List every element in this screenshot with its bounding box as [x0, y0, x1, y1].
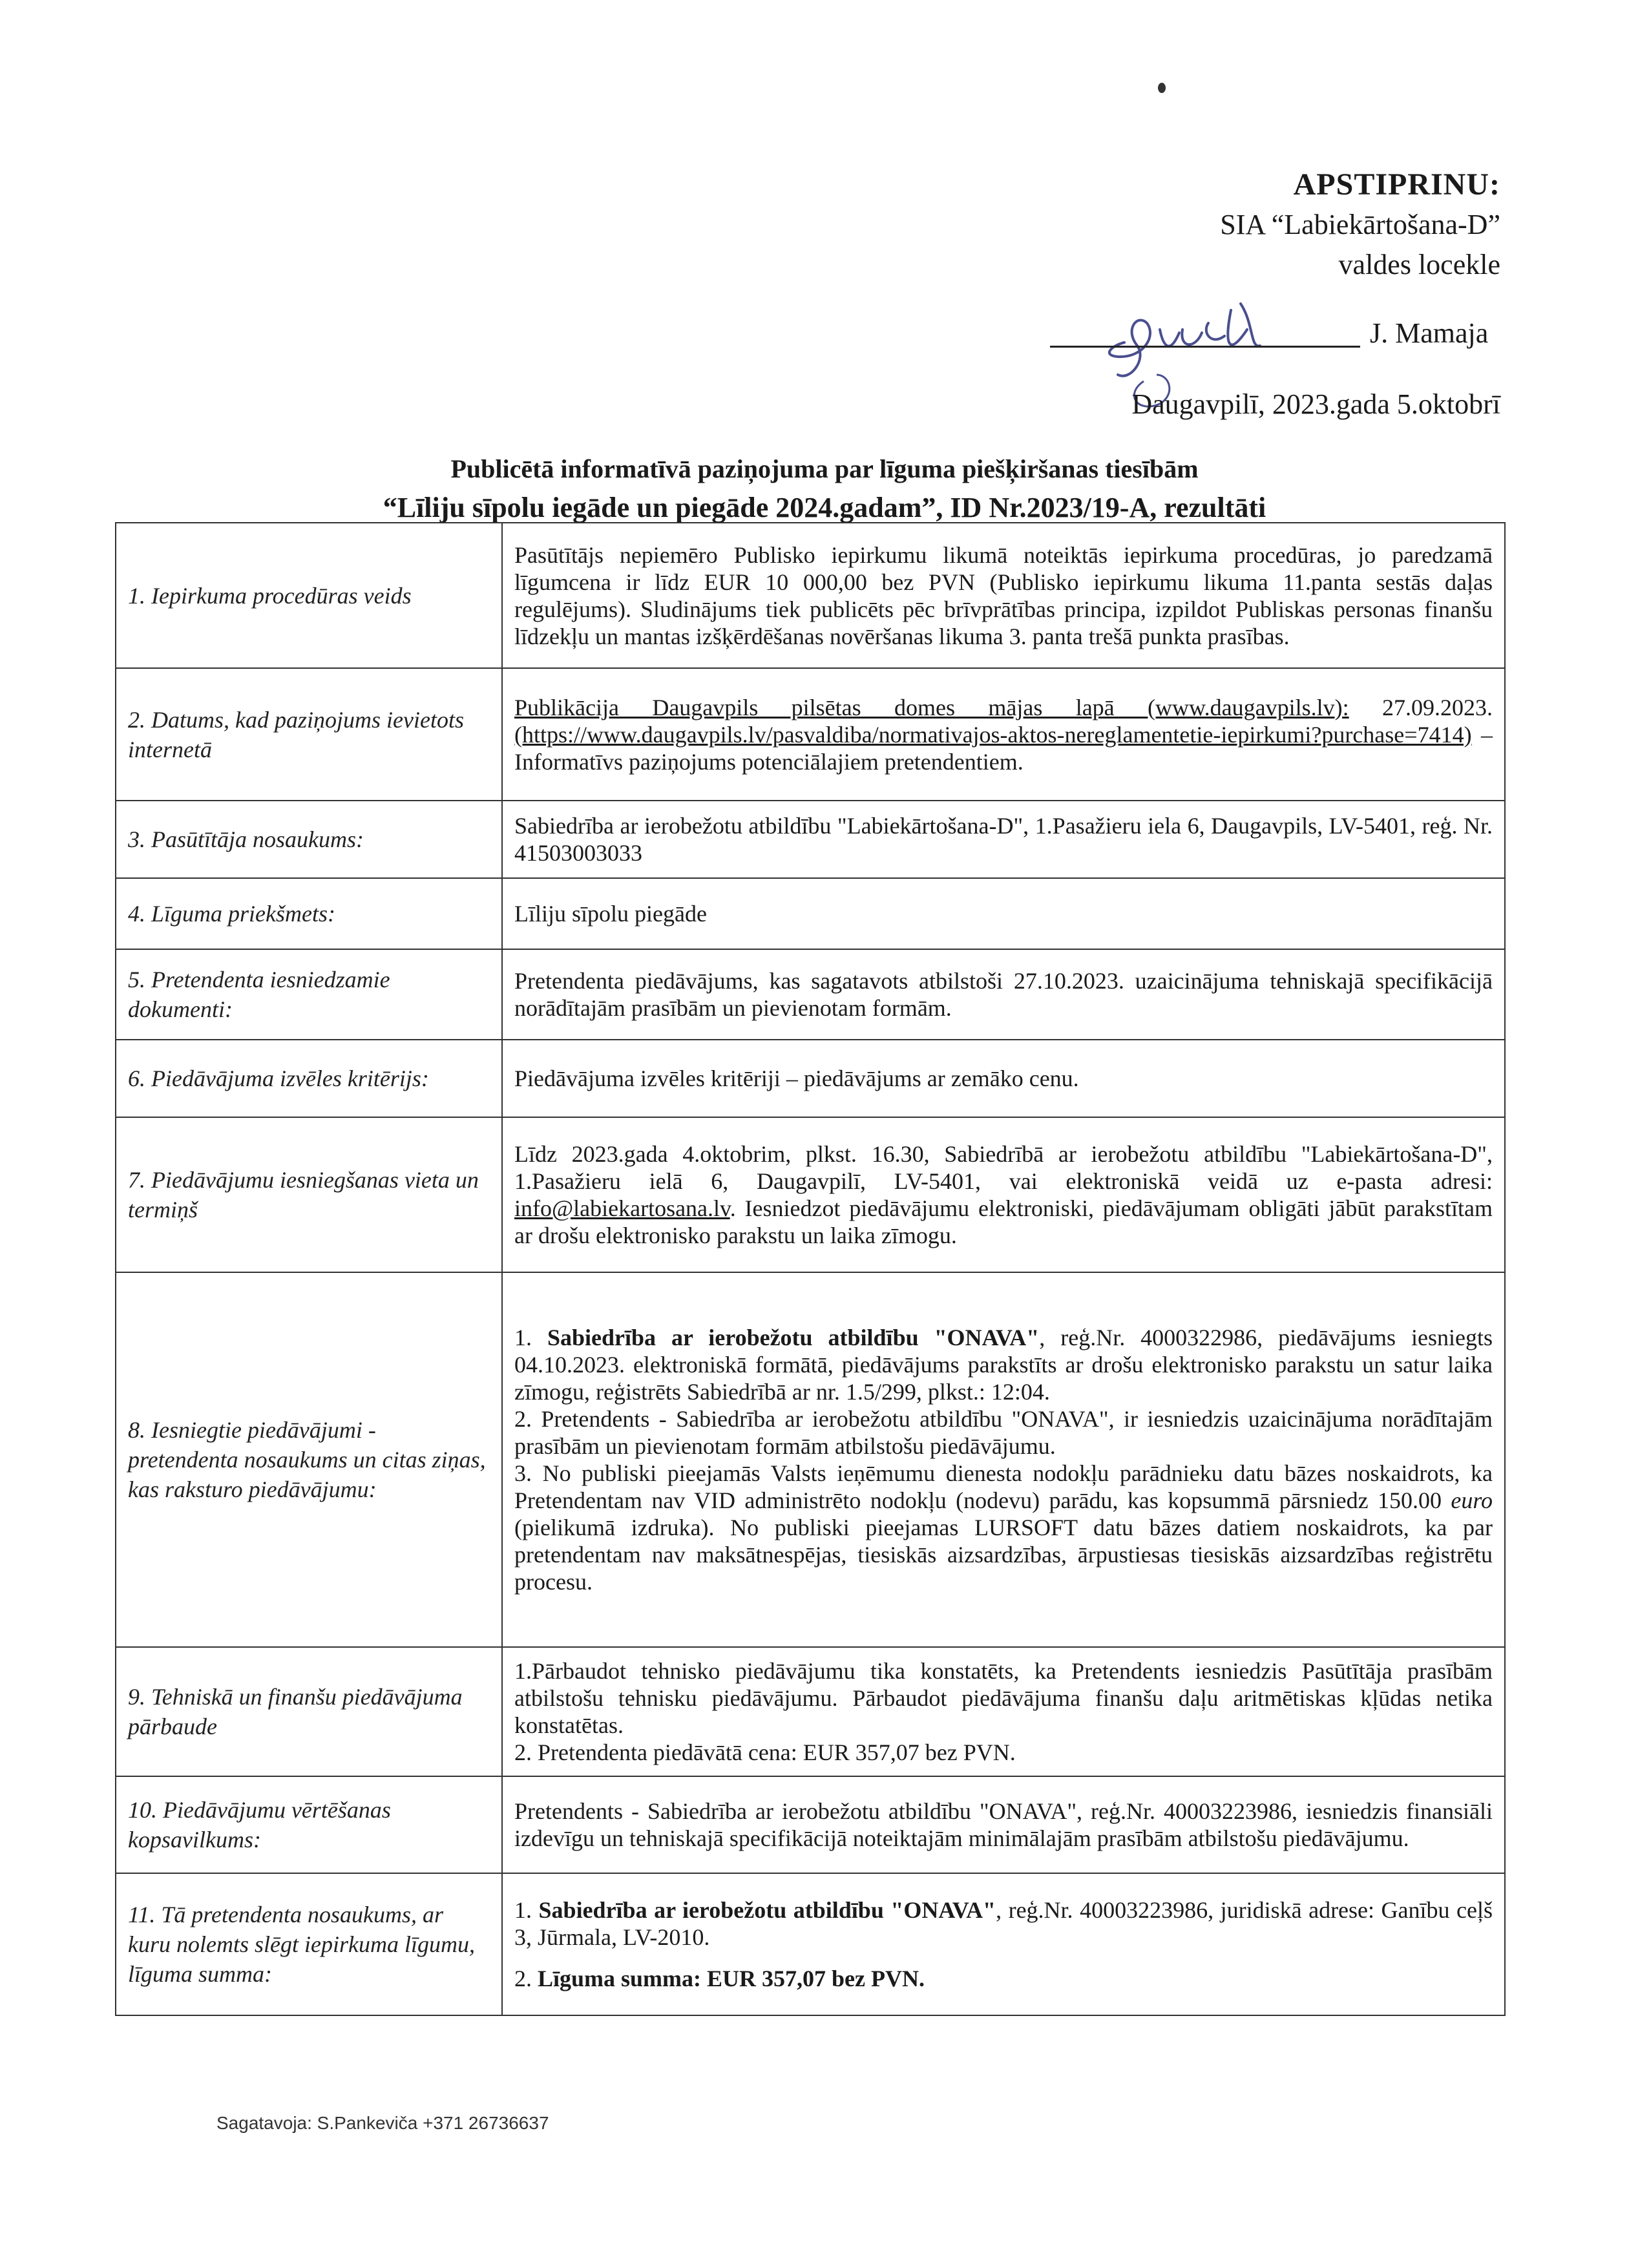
- table-row: [116, 1117, 1505, 1272]
- table-row: [116, 949, 1505, 1040]
- tax-check-text: 3. No publiski pieejamās Valsts ieņēmumu dienesta nodokļu parādnieku datu bāzes noskaidrots, ka Pretendentam nav VID administrēto nodokļu (nodevu) parādu, kas kopsummā pārsniedz 150.00: [514, 1460, 1493, 1513]
- offer-details: , reģ.Nr. 4000322986, piedāvājums iesniegts 04.10.2023. elektroniskā formātā, piedāvājums parakstīts ar drošu elektronisko parakstu un satur laika zīmogu, reģistrēts Sabiedrībā ar nr. 1.5/299, plkst.: 12:04.: [514, 1325, 1493, 1405]
- row-label: 7. Piedāvājumu iesniegšanas vieta un termiņš: [116, 1117, 502, 1272]
- row-value: [502, 1873, 1505, 2015]
- email-link[interactable]: info@labiekartosana.lv: [514, 1195, 730, 1221]
- table-row: [116, 1776, 1505, 1873]
- row-label: 1. Iepirkuma procedūras veids: [116, 523, 502, 668]
- approval-company: SIA “Labiekārtošana-D”: [1220, 209, 1500, 240]
- submission-text-tail: . Iesniedzot piedāvājumu elektroniski, piedāvājumam obligāti jābūt parakstītam ar drošu elektronisko parakstu un laika zīmogu.: [514, 1195, 1493, 1248]
- place-date: Daugavpilī, 2023.gada 5.oktobrī: [1131, 388, 1500, 420]
- approval-heading: APSTIPRINU:: [1293, 167, 1500, 202]
- table-row: [116, 878, 1505, 949]
- row-label: 6. Piedāvājuma izvēles kritērijs:: [116, 1040, 502, 1117]
- publication-note: Publikācija Daugavpils pilsētas domes mājas lapā (www.daugavpils.lv):: [514, 694, 1349, 720]
- table-row: [116, 1647, 1505, 1776]
- document-title-line1: Publicētā informatīvā paziņojuma par līguma piešķiršanas tiesībām: [450, 454, 1199, 483]
- offer-paragraph-1: [514, 1324, 1493, 1405]
- row-value: Piedāvājuma izvēles kritēriji – piedāvājums ar zemāko cenu.: [502, 1040, 1505, 1117]
- row-value: [502, 1647, 1505, 1776]
- row-label: 11. Tā pretendenta nosaukums, ar kuru nolemts slēgt iepirkuma līgumu, līguma summa:: [116, 1873, 502, 2015]
- table-row: [116, 1040, 1505, 1117]
- row-label: 5. Pretendenta iesniedzamie dokumenti:: [116, 949, 502, 1040]
- signature-line: [1050, 346, 1360, 348]
- row-label: 3. Pasūtītāja nosaukums:: [116, 801, 502, 878]
- contract-sum: Līguma summa: EUR 357,07 bez PVN.: [538, 1966, 925, 1991]
- publication-date: 27.09.2023.: [1382, 694, 1493, 720]
- offer-paragraph-2: 2. Pretendents - Sabiedrība ar ierobežotu atbildību "ONAVA", ir iesniedzis uzaicinājuma norādītajām prasībām un pievienotam formām atbilstošu piedāvājumu.: [514, 1406, 1493, 1459]
- check-paragraph-2: 2. Pretendenta piedāvātā cena: EUR 357,07 bez PVN.: [514, 1739, 1016, 1765]
- table-row: [116, 801, 1505, 878]
- row-value: Pretendents - Sabiedrība ar ierobežotu atbildību "ONAVA", reģ.Nr. 40003223986, iesniedzis finansiāli izdevīgu un tehniskajā specifikācijā noteiktajām minimālajām prasībām atbilstošu piedāvājumu.: [502, 1776, 1505, 1873]
- currency-word: euro: [1451, 1487, 1493, 1513]
- row-value: [502, 1272, 1505, 1647]
- submission-text: Līdz 2023.gada 4.oktobrim, plkst. 16.30, Sabiedrībā ar ierobežotu atbildību "Labiekārtošana-D", 1.Pasažieru ielā 6, Daugavpilī, LV-5401, vai elektroniskā veidā uz e-pasta adresi:: [514, 1141, 1493, 1194]
- row-value: Pasūtītājs nepiemēro Publisko iepirkumu likumā noteiktās iepirkuma procedūras, jo paredzamā līgumcena ir līdz EUR 10 000,00 bez PVN (Publisko iepirkumu likuma 11.panta sestās daļas regulējums). Sludinājums tiek publicēts pēc brīvprātības principa, izpildot Publiskas personas finanšu līdzekļu un mantas izšķērdēšanas novēršanas likuma 3. panta trešā punkta prasības.: [502, 523, 1505, 668]
- approval-block: [1220, 165, 1500, 285]
- row-label: 4. Līguma priekšmets:: [116, 878, 502, 949]
- row-value: Līliju sīpolu piegāde: [502, 878, 1505, 949]
- publication-note-tail: – Informatīvs paziņojums potenciālajiem pretendentiem.: [514, 721, 1493, 775]
- row-value: [502, 668, 1505, 801]
- row-label: 8. Iesniegtie piedāvājumi - pretendenta nosaukums un citas ziņas, kas raksturo piedāvājumu:: [116, 1272, 502, 1647]
- prepared-by: Sagatavoja: S.Pankeviča +371 26736637: [216, 2113, 549, 2133]
- document-title-line2: “Līliju sīpolu iegāde un piegāde 2024.gadam”, ID Nr.2023/19-A, rezultāti: [383, 492, 1266, 523]
- table-row: [116, 668, 1505, 801]
- winner-paragraph-1: [514, 1896, 1493, 1951]
- results-table: [115, 522, 1506, 2016]
- table-row: [116, 1873, 1505, 2015]
- bidder-name: Sabiedrība ar ierobežotu atbildību "ONAVA": [547, 1325, 1040, 1350]
- row-label: 2. Datums, kad paziņojums ievietots internetā: [116, 668, 502, 801]
- paragraph-number: 2.: [514, 1966, 532, 1991]
- winner-paragraph-2: [514, 1965, 1493, 1992]
- row-value: Pretendenta piedāvājums, kas sagatavots atbilstoši 27.10.2023. uzaicinājuma tehniskajā specifikācijā norādītajām prasībām un pievienotam formām.: [502, 949, 1505, 1040]
- row-label: 9. Tehniskā un finanšu piedāvājuma pārbaude: [116, 1647, 502, 1776]
- paragraph-number: 1.: [514, 1325, 532, 1350]
- winner-name: Sabiedrība ar ierobežotu atbildību "ONAVA": [538, 1897, 996, 1923]
- row-value: Sabiedrība ar ierobežotu atbildību "Labiekārtošana-D", 1.Pasažieru iela 6, Daugavpils, LV-5401, reģ. Nr. 41503003033: [502, 801, 1505, 878]
- winner-details: , reģ.Nr. 40003223986, juridiskā adrese: Ganību ceļš 3, Jūrmala, LV-2010.: [514, 1897, 1493, 1950]
- table-row: [116, 523, 1505, 668]
- row-label: 10. Piedāvājumu vērtēšanas kopsavilkums:: [116, 1776, 502, 1873]
- publication-link[interactable]: (https://www.daugavpils.lv/pasvaldiba/normativajos-aktos-nereglamentetie-iepirkumi?purchase=7414): [514, 721, 1472, 748]
- tax-check-text-tail: (pielikumā izdruka). No publiski pieejamas LURSOFT datu bāzes datiem noskaidrots, ka par pretendentam nav maksātnespējas, tiesiskās aizsardzības, ārpustiesas tiesiskās aizsardzības reģistrētu procesu.: [514, 1515, 1493, 1595]
- check-paragraph-1: 1.Pārbaudot tehnisko piedāvājumu tika konstatēts, ka Pretendents iesniedzis Pasūtītāja prasībām atbilstošu tehnisku piedāvājumu. Pārbaudot piedāvājuma finanšu daļu aritmētiskas kļūdas netika konstatētas.: [514, 1658, 1493, 1738]
- table-row: [116, 1272, 1505, 1647]
- paragraph-number: 1.: [514, 1897, 532, 1923]
- signer-name: J. Mamaja: [1370, 317, 1489, 349]
- offer-paragraph-3: [514, 1460, 1493, 1595]
- ink-speck: [1158, 83, 1166, 93]
- row-value: [502, 1117, 1505, 1272]
- approval-position: valdes locekle: [1338, 249, 1500, 280]
